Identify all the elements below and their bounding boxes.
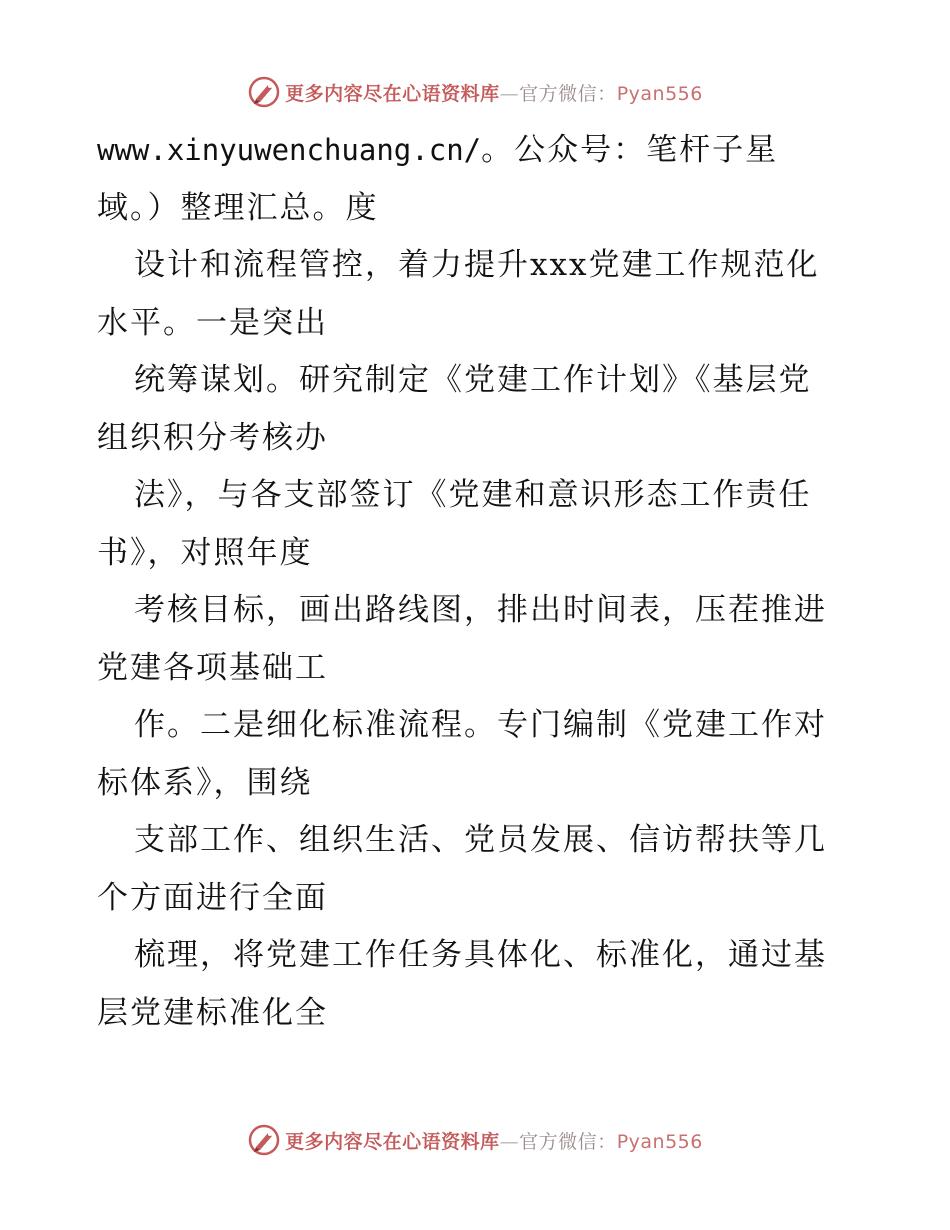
body-line: 设计和流程管控，着力提升xxx党建工作规范化 xyxy=(134,247,820,283)
footer-banner-main: 更多内容尽在心语资料库 xyxy=(285,1130,500,1153)
body-line: 作。二是细化标准流程。专门编制《党建工作对 xyxy=(134,707,827,743)
body-line: 梳理，将党建工作任务具体化、标准化，通过基 xyxy=(134,937,827,973)
body-line: 组织积分考核办 xyxy=(97,419,328,456)
body-line-rest: 。公众号：笔杆子星 xyxy=(481,132,779,168)
body-line-url: www.xinyuwenchuang.cn/ xyxy=(97,133,482,167)
header-banner xyxy=(0,72,950,112)
pen-logo-icon xyxy=(247,75,281,109)
footer-banner-text xyxy=(285,1127,703,1154)
body-line: 域。）整理汇总。度 xyxy=(97,189,379,226)
body-line: 党建各项基础工 xyxy=(97,649,328,686)
header-banner-main: 更多内容尽在心语资料库 xyxy=(285,82,500,105)
header-banner-text xyxy=(285,79,703,106)
body-line: 统筹谋划。研究制定《党建工作计划》《基层党 xyxy=(134,362,812,398)
body-line: 考核目标，画出路线图，排出时间表，压茬推进 xyxy=(134,592,827,628)
header-banner-sub: 官方微信： xyxy=(519,82,617,105)
footer-banner xyxy=(0,1120,950,1160)
footer-banner-sub: 官方微信： xyxy=(519,1130,617,1153)
body-line: 支部工作、组织生活、党员发展、信访帮扶等几 xyxy=(134,822,827,858)
footer-banner-separator: — xyxy=(499,1130,520,1153)
body-line: 个方面进行全面 xyxy=(97,879,328,916)
pen-logo-icon xyxy=(247,1123,281,1157)
body-line: 层党建标准化全 xyxy=(97,994,328,1031)
body-line: 书》，对照年度 xyxy=(97,534,313,571)
document-body xyxy=(97,122,857,1042)
body-line: 标体系》，围绕 xyxy=(97,764,313,801)
header-banner-wechat-id: Pyan556 xyxy=(616,82,703,105)
footer-banner-wechat-id: Pyan556 xyxy=(616,1130,703,1153)
header-banner-separator: — xyxy=(499,82,520,105)
body-line xyxy=(97,122,857,180)
body-line: 法》，与各支部签订《党建和意识形态工作责任 xyxy=(134,477,812,513)
body-line: 水平。一是突出 xyxy=(97,304,328,341)
